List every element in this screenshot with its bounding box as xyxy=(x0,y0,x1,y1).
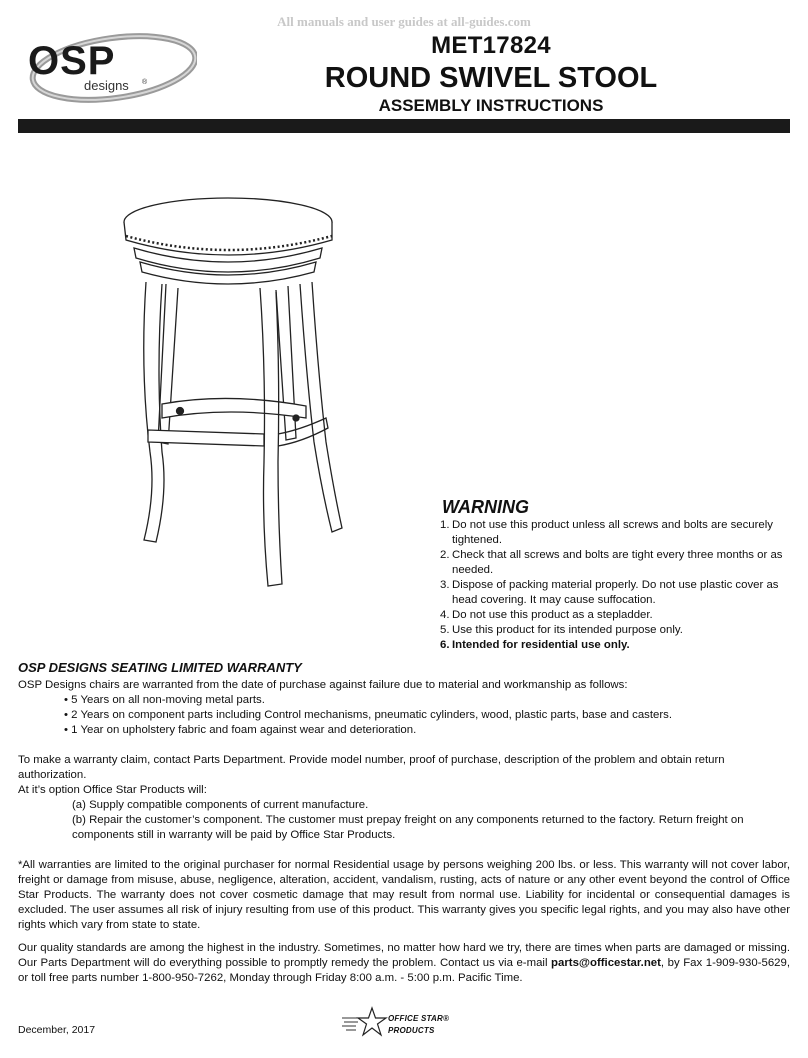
document-subtitle: ASSEMBLY INSTRUCTIONS xyxy=(378,96,604,115)
warning-section xyxy=(440,497,790,653)
document-date: December, 2017 xyxy=(18,1024,96,1036)
logo-reg: ® xyxy=(142,79,148,86)
claim-options-intro: At it’s option Office Star Products will: xyxy=(18,784,207,796)
watermark: All manuals and user guides at all-guides.com xyxy=(277,14,531,29)
claim-option-a: (a) Supply compatible components of current manufacture. xyxy=(72,799,369,811)
warning-item xyxy=(440,578,790,608)
claim-option-b: (b) Repair the customer’s component. The customer must prepay freight on any components returned to the factory. Return freight on components still in warranty will be paid by Office Star Products. xyxy=(72,814,744,841)
warning-item-text: Do not use this product as a stepladder. xyxy=(452,609,653,621)
quality-text-post: , by Fax 1-909-930-5629, or toll free parts number 1-800-950-7262, Monday through Friday 8:00 a.m. - 5:00 p.m. Pacific Time. xyxy=(18,957,790,984)
warning-item-text: Dispose of packing material properly. Do not use plastic cover as head covering. It may cause suffocation. xyxy=(452,579,779,606)
claim-instructions: To make a warranty claim, contact Parts Department. Provide model number, proof of purchase, description of the problem and obtain return authorization. xyxy=(18,754,725,781)
warranty-limits: *All warranties are limited to the original purchaser for normal Residential usage by persons weighing 200 lbs. or less. This warranty will not cover labor, freight or damage from misuse, abuse, negligence, alteration, accident, vandalism, rusting, acts of nature or any other event beyond the control of Office Star Products. The warranty does not cover cosmetic damage that may result from normal use. Liability for incidental or consequential damages is excluded. The user assumes all risk of injury resulting from use of this product. This warranty gives you specific legal rights, and you may also have other rights which vary from state to state. xyxy=(18,859,790,931)
warning-item xyxy=(440,518,790,548)
product-title: ROUND SWIVEL STOOL xyxy=(324,62,658,94)
warranty-bullet: • 5 Years on all non-moving metal parts. xyxy=(64,694,265,706)
quality-text-pre: Our quality standards are among the highest in the industry. Sometimes, no matter how hard we try, there are times when parts are damaged or missing. Our Parts Department will do everything possible to promptly remedy the problem. Contact us via e-mail xyxy=(18,942,790,969)
logo-brand: OSP xyxy=(28,39,116,83)
warning-title: WARNING xyxy=(442,497,529,517)
office-star-star-icon xyxy=(340,1006,388,1040)
warranty-intro: OSP Designs chairs are warranted from the date of purchase against failure due to material and workmanship as follows: xyxy=(18,679,628,691)
warning-item-number: 3. xyxy=(440,579,450,591)
warranty-heading: OSP DESIGNS SEATING LIMITED WARRANTY xyxy=(18,660,302,675)
osp-designs-logo-icon xyxy=(22,30,197,108)
office-star-logo xyxy=(340,1006,480,1040)
logo-sub: designs xyxy=(84,78,129,93)
footer-brand-line2: PRODUCTS xyxy=(388,1026,435,1035)
warranty-bullet: • 2 Years on component parts including Control mechanisms, pneumatic cylinders, wood, plastic parts, base and casters. xyxy=(64,709,673,721)
round-swivel-stool-illustration-icon xyxy=(110,192,350,592)
warning-item-number: 2. xyxy=(440,549,450,561)
model-number: MET17824 xyxy=(431,32,551,59)
warranty-section xyxy=(18,660,790,986)
warning-item-text: Intended for residential use only. xyxy=(452,639,630,651)
warning-item-number: 4. xyxy=(440,609,450,621)
warning-item-text: Check that all screws and bolts are tight every three months or as needed. xyxy=(452,549,783,576)
warning-item-number: 5. xyxy=(440,624,450,636)
quality-statement xyxy=(18,941,790,986)
footer-brand-line1: OFFICE STAR® xyxy=(388,1014,450,1023)
warning-item-text: Use this product for its intended purpose only. xyxy=(452,624,683,636)
warning-item xyxy=(440,623,790,638)
warning-item-number: 6. xyxy=(440,639,450,651)
parts-email-link[interactable]: parts@officestar.net xyxy=(551,957,661,969)
warning-item xyxy=(440,638,790,653)
warranty-bullet: • 1 Year on upholstery fabric and foam against wear and deterioration. xyxy=(64,724,417,736)
header-rule xyxy=(18,119,790,133)
warning-item-text: Do not use this product unless all screws and bolts are securely tightened. xyxy=(452,519,773,546)
warning-item xyxy=(440,548,790,578)
warning-item xyxy=(440,608,790,623)
warning-item-number: 1. xyxy=(440,519,450,531)
